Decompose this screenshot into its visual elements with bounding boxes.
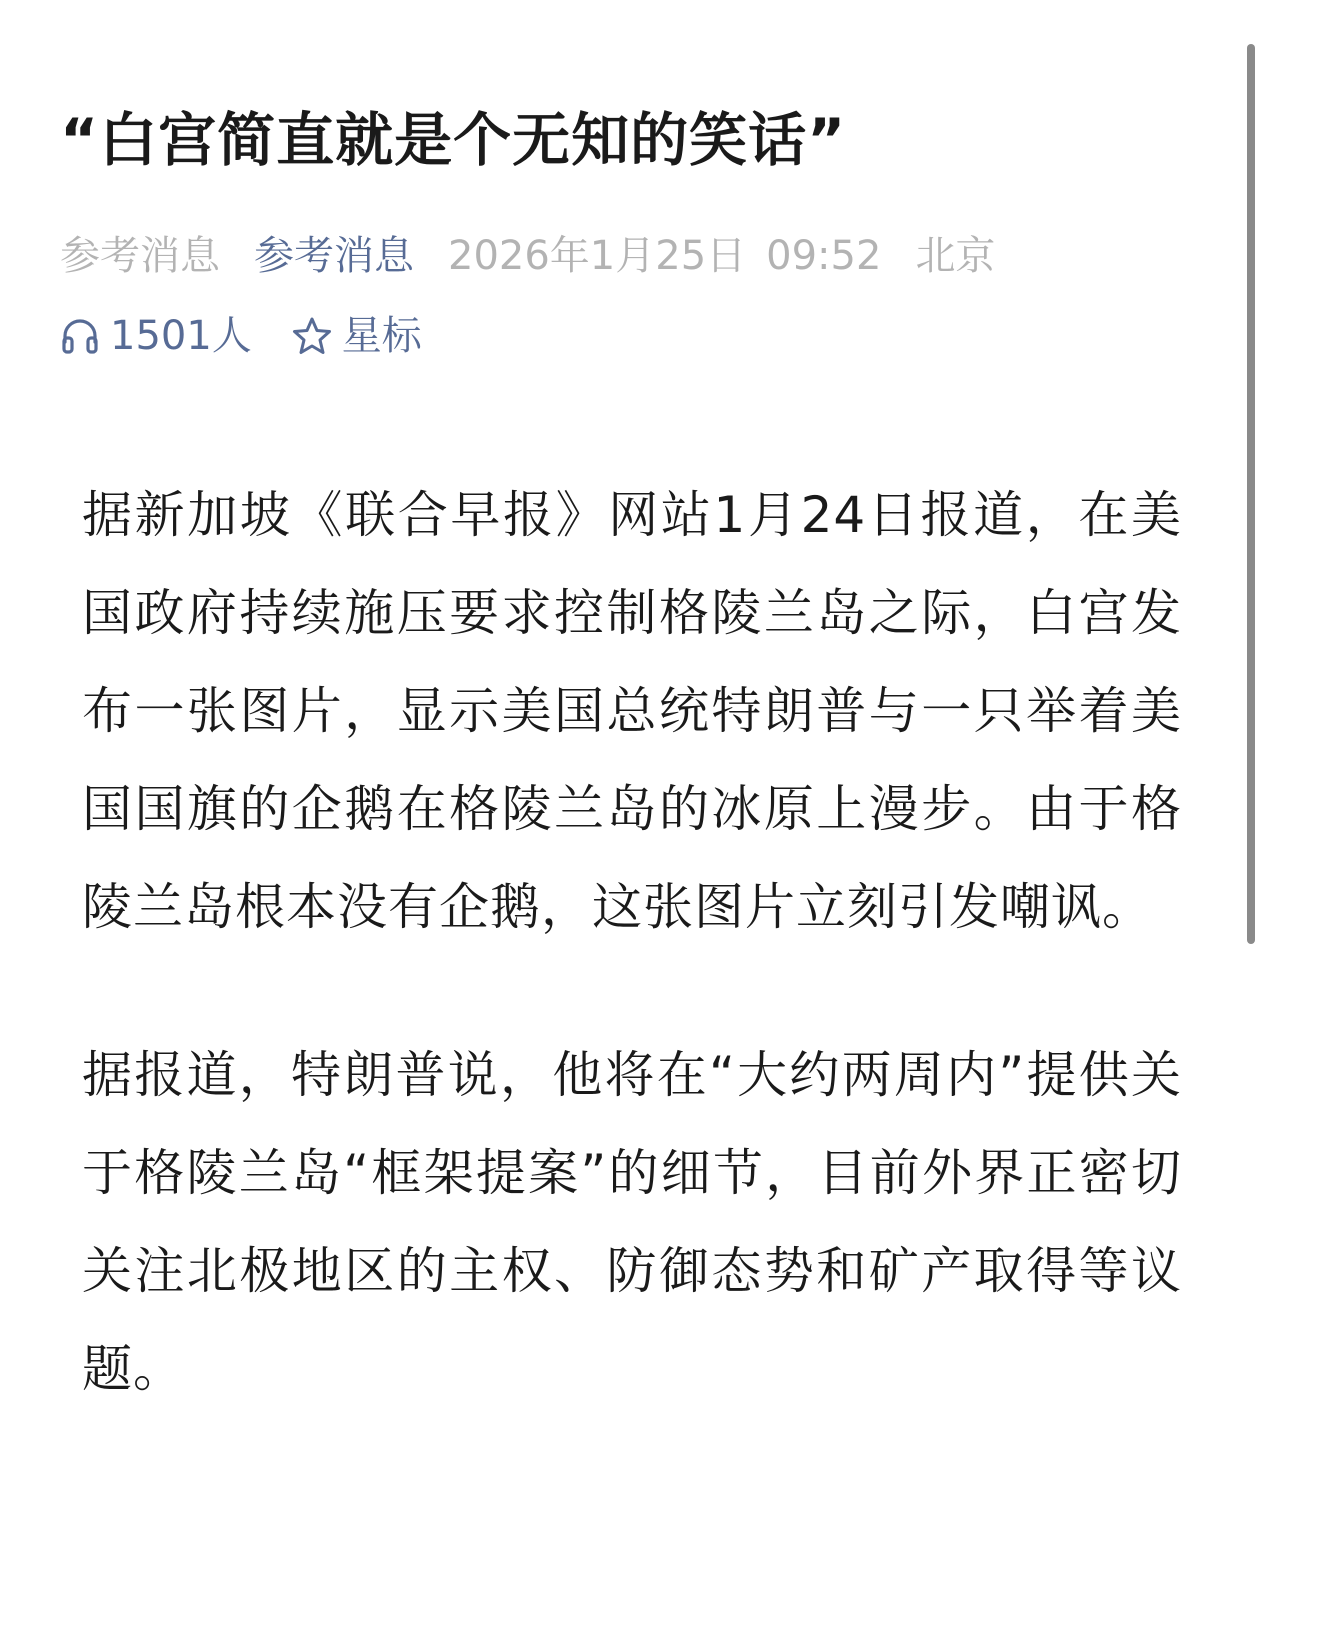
account-name-link[interactable]: 参考消息 [254, 233, 414, 279]
article-paragraph: 据新加坡《联合早报》网站1月24日报道，在美国政府持续施压要求控制格陵兰岛之际，白宫发布一张图片，显示美国总统特朗普与一只举着美国国旗的企鹅在格陵兰岛的冰原上漫步。由于格陵兰岛根本没有企鹅，这张图片立刻引发嘲讽。 [82, 486, 1182, 936]
star-label: 星标 [341, 313, 422, 359]
vertical-scrollbar[interactable] [1247, 44, 1255, 944]
article-meta [60, 228, 995, 284]
publish-date: 2026年1月25日 [448, 233, 747, 279]
article-paragraph: 据报道，特朗普说，他将在“大约两周内”提供关于格陵兰岛“框架提案”的细节，目前外界正密切关注北极地区的主权、防御态势和矿产取得等议题。 [82, 1046, 1182, 1398]
star-button[interactable] [292, 308, 422, 364]
article-stats [60, 308, 422, 364]
headphones-icon [60, 316, 100, 356]
article-title: “白宫简直就是个无知的笑话” [60, 106, 847, 174]
listen-count: 1501人 [110, 313, 252, 359]
article-body [82, 466, 1182, 1418]
publish-time: 09:52 [766, 233, 882, 279]
star-outline-icon [292, 316, 332, 356]
publish-location: 北京 [915, 233, 996, 279]
meta-source: 参考消息 [60, 233, 220, 279]
